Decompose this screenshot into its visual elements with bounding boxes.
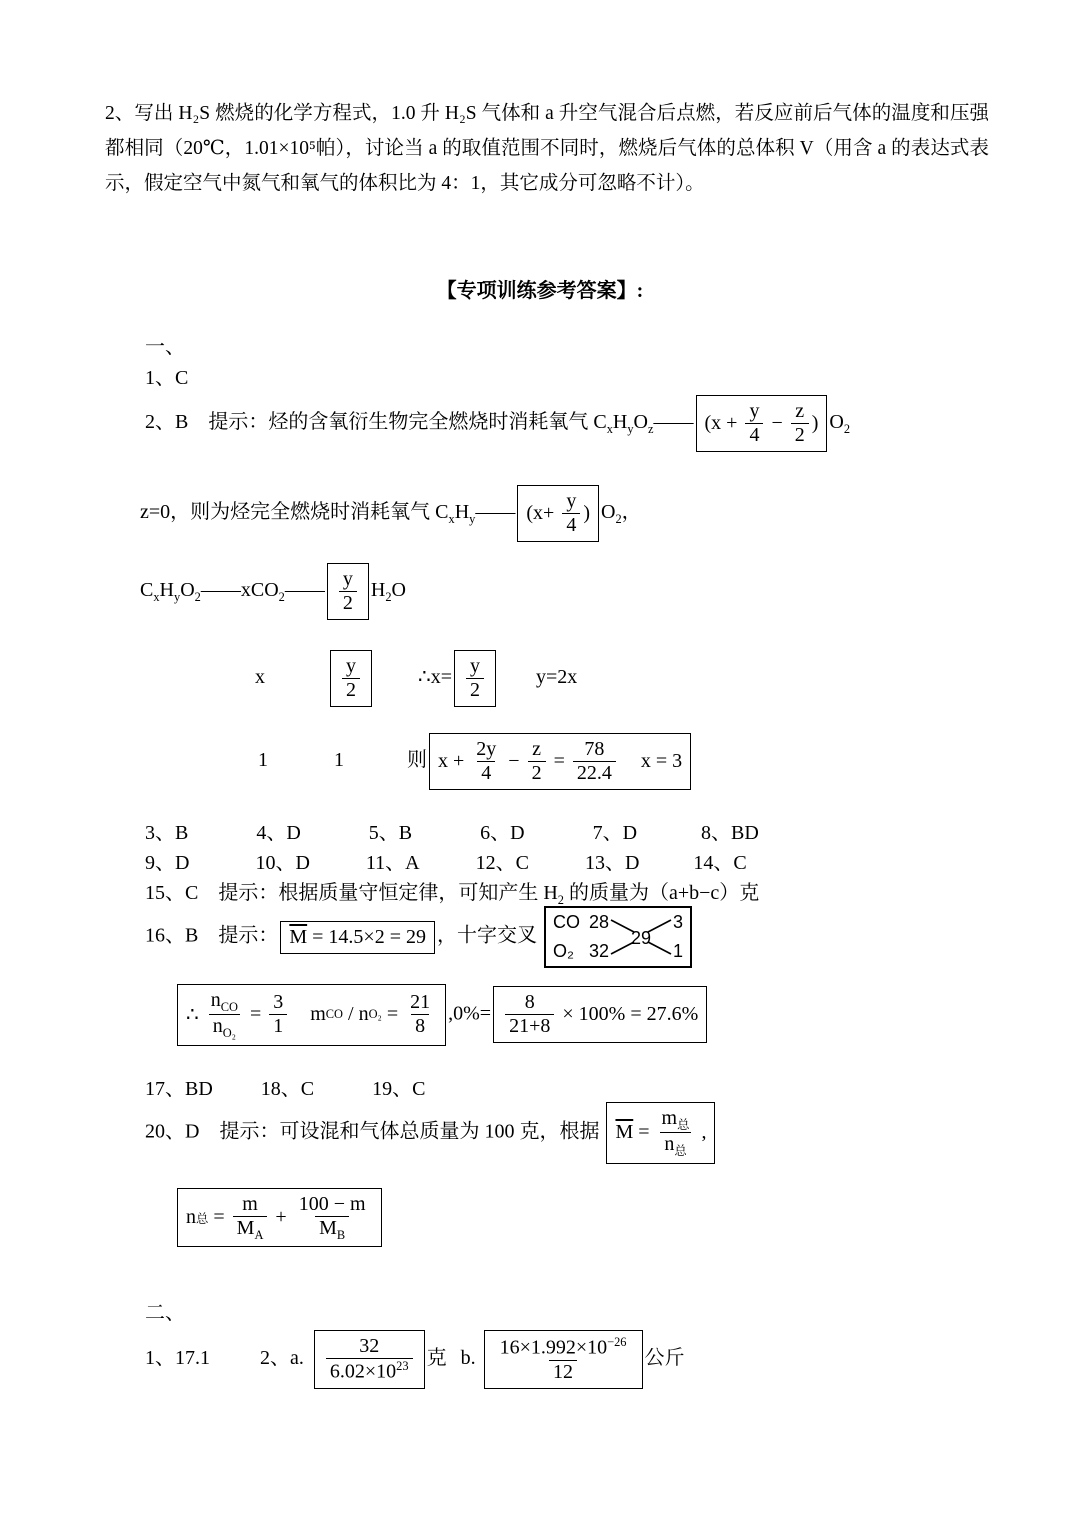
spacer [637, 834, 701, 835]
answer-2-hint-line: 2、B 提示：烃的含氧衍生物完全燃烧时消耗氧气 $C_xH_yO_z——$ (x + $\frac{y}{4}$ − $\frac{z}{2}$ ) $O_2$ [145, 395, 850, 452]
spacer [374, 678, 418, 679]
question-2-paragraph: 2、写出 H₂S 燃烧的化学方程式，1.0 升 H₂S 气体和 a 升空气混合后点燃，若反应前后气体的温度和压强都相同（20℃，1.01×10⁵帕），讨论当 a 的取值范围不同时，燃烧后气体的总体积 V（用含 a 的表达式表示，假定空气中氮气和氧气的体积比为 4：1，其它成分可忽略不计）。 [105, 103, 989, 194]
spacer [213, 1090, 261, 1091]
spacer [498, 678, 536, 679]
answers-heading: 【专项训练参考答案】: [436, 280, 644, 302]
answer-15-hint-line: 15、C 提示：根据质量守恒定律，可知产生 $H_2$ 的质量为（a+b−c）克 [145, 882, 760, 907]
cross-multiplication-diagram: CO 28 O₂ 32 29 3 1 [544, 906, 692, 968]
spacer [268, 761, 334, 762]
answer-20-hint-line: 20、D 提示：可设混和气体总质量为 100 克，根据 $\overline{M}$ = $\frac{m_总}{n_总}$ , [145, 1102, 717, 1164]
fraction: $\frac{16\times 1.992\times 10^{-26}}{12}$ [499, 1335, 627, 1383]
fraction: $\frac{z}{2}$ [791, 400, 809, 447]
fraction: $\frac{m_总}{n_总}$ [661, 1107, 690, 1159]
mean-molar-mass-symbol: $\overline{M}$ [289, 925, 308, 948]
answers-row-17-19: 17、BD 18、C 19、C [145, 1078, 426, 1100]
fraction: $\frac{y}{2}$ [342, 655, 360, 702]
fraction: $\frac{m}{M_A}$ [233, 1193, 268, 1242]
spacer [619, 761, 641, 762]
formula-n-total-line [175, 1188, 384, 1247]
fraction: $\frac{y}{2}$ [466, 655, 484, 702]
formula-box: $\overline{M}$ = 14.5×2 = 29 [280, 921, 435, 954]
formula-solve-x-line: 1 1 则 x + $\frac{2y}{4}$ − $\frac{z}{2}$ = $\frac{78}{22.4}$ x = 3 [258, 733, 693, 790]
fraction: $\frac{3}{1}$ [269, 991, 287, 1038]
fraction: $\frac{78}{22.4}$ [573, 738, 616, 785]
fraction: $\frac{n_{CO}}{n_{O_2}}$ [207, 989, 242, 1041]
formula-box [314, 1330, 425, 1389]
fraction: $\frac{8}{21+8}$ [505, 991, 554, 1038]
formula-box: ∴ $\frac{n_{CO}}{n_{O_2}}$ = $\frac{3}{1}$ m CO / n O₂ = $\frac{21}{8}$ [177, 984, 446, 1046]
fraction: $\frac{2y}{4}$ [476, 738, 497, 784]
cross-diagonals [609, 911, 673, 963]
answers-section2-line: 1、17.1 2、a. $\frac{32}{6.02\times 10^{23}}$ 克 b. $\frac{16\times 1.992\times 10^{-26}}{12}$ 公斤 [145, 1330, 685, 1389]
formula-box: x + $\frac{2y}{4}$ − $\frac{z}{2}$ = $\frac{78}{22.4}$ x = 3 [429, 733, 691, 790]
spacer [310, 864, 366, 865]
formula-z0-line: z=0，则为烃完全燃烧时消耗氧气 $C_xH_y——$ (x+ $\frac{y}{4}$ ) $O_2$， [140, 485, 642, 542]
fraction: $\frac{z}{2}$ [528, 738, 546, 785]
answer-16-hint-line: 16、B 提示： $\overline{M}$ = 14.5×2 = 29 ，十字交叉 CO 28 O₂ 32 29 3 1 [145, 906, 694, 968]
fraction: $\frac{100 - m}{M_B}$ [298, 1193, 366, 1242]
formula-box [327, 563, 369, 620]
spacer [290, 1014, 310, 1015]
formula-box [454, 650, 496, 707]
formula-ratio-line: ∴ $\frac{n_{CO}}{n_{O_2}}$ = $\frac{3}{1}$ m CO / n O₂ = $\frac{21}{8}$ ,0%= $\frac{8}{21+8}$ × 100% = 27.6% [175, 984, 709, 1046]
spacer [476, 1359, 482, 1360]
formula-combustion-products-line: $C_xH_yO_2——xCO_2——$ $\frac{y}{2}$ $H_2O$ [140, 563, 406, 620]
section-two-label: 二、 [145, 1302, 185, 1324]
formula-box: $\overline{M}$ = $\frac{m_总}{n_总}$ , [606, 1102, 715, 1164]
formula-x-equals-line: x $\frac{y}{2}$ ∴x= $\frac{y}{2}$ y=2x [255, 650, 577, 707]
spacer [265, 678, 328, 679]
spacer [525, 834, 593, 835]
formula-box: n 总 = $\frac{m}{M_A}$ + $\frac{100 - m}{M_B}$ [177, 1188, 382, 1247]
fraction: $\frac{32}{6.02\times 10^{23}}$ [326, 1335, 413, 1384]
formula-box: (x + $\frac{y}{4}$ − $\frac{z}{2}$ ) [696, 395, 828, 452]
spacer [301, 834, 369, 835]
spacer [344, 761, 407, 762]
spacer [639, 864, 693, 865]
spacer [210, 1359, 260, 1360]
spacer [420, 864, 476, 865]
formula-box [330, 650, 372, 707]
section-one-label: 一、 [145, 336, 185, 358]
answers-row-3-8: 3、B 4、D 5、B 6、D 7、D 8、BD [145, 822, 759, 844]
spacer [529, 864, 585, 865]
formula-box [484, 1330, 643, 1389]
spacer [314, 1090, 372, 1091]
fraction: $\frac{21}{8}$ [410, 991, 431, 1038]
mean-molar-mass-symbol: $\overline{M}$ [615, 1121, 634, 1144]
fraction: $\frac{y}{2}$ [339, 568, 357, 615]
answers-row-9-14: 9、D 10、D 11、A 12、C 13、D 14、C [145, 852, 747, 874]
formula-box: $\frac{8}{21+8}$ × 100% = 27.6% [493, 986, 707, 1043]
answer-1: 1、C [145, 367, 189, 389]
spacer [412, 834, 480, 835]
spacer [447, 1359, 461, 1360]
spacer [189, 864, 255, 865]
spacer [188, 834, 256, 835]
fraction: $\frac{y}{4}$ [745, 400, 763, 447]
fraction: $\frac{y}{4}$ [562, 490, 580, 537]
formula-box: (x+ $\frac{y}{4}$ ) [517, 485, 599, 542]
svg-text:29: 29 [631, 928, 652, 948]
spacer [304, 1359, 312, 1360]
